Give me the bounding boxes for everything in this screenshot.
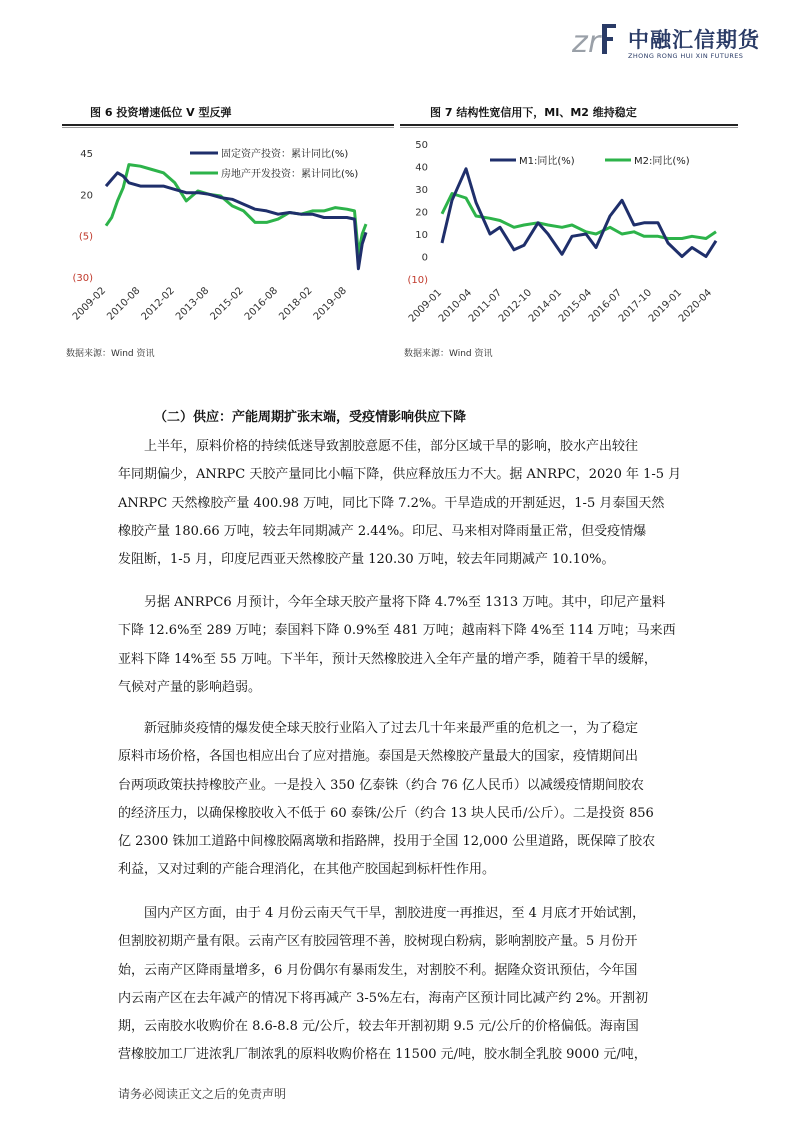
legend-label: M2:同比(%) [634,156,690,167]
figure-7-title: 图 7 结构性宽信用下，MI、M2 维持稳定 [430,106,637,119]
paragraph-1 [118,433,688,574]
paragraph-3 [118,715,688,885]
figure-6-title: 图 6 投资增速低位 V 型反弹 [90,106,232,119]
x-tick-label: 2012-10 [496,287,535,325]
paragraph-line: 亚料下降 14%至 55 万吨。下半年，预计天然橡胶进入全年产量的增产季，随着干旱的缓解， [118,651,657,667]
paragraph-4 [118,900,688,1070]
y-tick-label: 45 [80,149,93,160]
paragraph-line: 内云南产区在去年减产的情况下将再减产 3-5%左右，海南产区预计同比减产约 2%。开割初 [118,990,649,1006]
x-tick-label: 2012-02 [139,285,177,323]
figure-6-top-rule [62,124,394,126]
paragraph-line: 国内产区方面，由于 4 月份云南天气干旱，割胶进度一再推迟，至 4 月底才开始试割， [144,906,646,921]
disclaimer-footer: 请务必阅读正文之后的免责声明 [118,1087,287,1101]
y-tick-label: 0 [421,252,428,264]
paragraph-line: 台两项政策扶持橡胶产业。一是投入 350 亿泰铢（约合 76 亿人民币）以减缓疫情期间胶农 [118,777,644,793]
figure-7-source: 数据来源：Wind 资讯 [404,349,493,359]
x-tick-label: 2018-02 [277,285,315,323]
paragraph-line: 气候对产量的影响趋弱。 [118,679,262,695]
money-supply-chart [400,132,735,337]
paragraph-line: 年同期偏少，ANRPC 天胶产量同比小幅下降，供应释放压力不大。据 ANRPC，2020 年 1-5 月 [118,467,682,483]
x-tick-label: 2015-02 [208,285,246,323]
paragraph-line: 新冠肺炎疫情的爆发使全球天胶行业陷入了过去几十年来最严重的危机之一，为了稳定 [144,721,639,736]
x-tick-label: 2017-10 [616,287,655,325]
legend-label: 固定资产投资：累计同比(%) [221,149,349,160]
x-tick-label: 2014-01 [526,287,565,325]
paragraph-line: 始，云南产区降雨量增多，6 月份偶尔有暴雨发生，对割胶不利。据隆众资讯预估，今年国 [118,962,638,978]
figure-7-top-rule [400,124,738,126]
y-tick-label: (5) [78,231,93,243]
y-tick-label: 20 [80,190,93,202]
y-tick-label: (10) [407,275,428,286]
section-heading: （二）供应：产能周期扩张末端，受疫情影响供应下降 [154,410,467,425]
legend-label: 房地产开发投资：累计同比(%) [221,169,359,180]
paragraph-line: 期，云南胶水收购价在 8.6-8.8 元/公斤，较去年开割初期 9.5 元/公斤的价格偏低。海南国 [118,1019,639,1035]
series-line-1 [442,169,716,257]
x-tick-label: 2013-08 [174,285,212,323]
paragraph-line: 的经济压力，以确保橡胶收入不低于 60 泰铢/公斤（约合 13 块人民币/公斤）。二是投资 856 [118,805,654,821]
x-tick-label: 2010-08 [105,285,143,323]
x-tick-label: 2016-08 [242,285,281,323]
svg-text:r: r [588,25,601,58]
paragraph-line: 营橡胶加工厂进浓乳厂制浓乳的原料收购价格在 11500 元/吨，胶水制全乳胶 9000 元/吨， [118,1047,647,1063]
x-tick-label: 2009-02 [70,285,109,323]
y-tick-label: 10 [415,230,428,241]
paragraph-2 [118,589,688,702]
logo-chinese-name: 中融汇信期货 [628,28,760,52]
company-logo [572,18,772,66]
figure-6-sub-rule [62,127,394,128]
figure-6-source: 数据来源：Wind 资讯 [66,349,155,359]
paragraph-line: 发阻断，1-5 月，印度尼西亚天然橡胶产量 120.30 万吨，较去年同期减产 10.10%。 [118,552,615,568]
x-tick-label: 2019-01 [646,287,685,325]
figure-7-sub-rule [400,127,738,128]
paragraph-line: 上半年，原料价格的持续低迷导致割胶意愿不佳，部分区域干旱的影响，胶水产出较往 [144,439,639,454]
y-tick-label: 50 [415,140,428,151]
x-tick-label: 2010-04 [436,287,475,325]
paragraph-line: 另据 ANRPC6 月预计，今年全球天胶产量将下降 4.7%至 1313 万吨。其中，印尼产量料 [144,595,666,610]
y-tick-label: 20 [415,207,428,219]
y-tick-label: 40 [415,162,428,174]
x-tick-label: 2020-04 [676,287,715,325]
svg-text:z: z [572,25,588,58]
logo-mark-icon [572,22,620,58]
paragraph-line: 但割胶初期产量有限。云南产区有胶园管理不善，胶树现白粉病，影响割胶产量。5 月份开 [118,934,638,950]
x-tick-label: 2019-08 [311,285,350,323]
investment-growth-chart [62,132,392,337]
y-tick-label: (30) [72,273,93,284]
paragraph-line: 利益，又对过剩的产能合理消化，在其他产胶国起到标杆性作用。 [118,862,496,878]
y-tick-label: 30 [415,185,428,196]
legend-label: M1:同比(%) [519,156,575,167]
logo-english-name: ZHONG RONG HUI XIN FUTURES [628,52,744,60]
x-tick-label: 2016-07 [586,287,625,325]
series-line-1 [106,173,366,269]
paragraph-line: 原料市场价格，各国也相应出台了应对措施。泰国是天然橡胶产量最大的国家，疫情期间出 [118,749,639,765]
paragraph-line: 下降 12.6%至 289 万吨；泰国料下降 0.9%至 481 万吨；越南料下降 4%至 114 万吨；马来西 [118,623,676,639]
paragraph-line: 亿 2300 铢加工道路中间橡胶隔离墩和指路牌，投用于全国 12,000 公里道路，既保障了胶农 [118,834,656,850]
x-tick-label: 2011-07 [466,287,505,325]
x-tick-label: 2009-01 [406,287,445,325]
paragraph-line: ANRPC 天然橡胶产量 400.98 万吨，同比下降 7.2%。干旱造成的开割延迟，1-5 月泰国天然 [118,495,665,511]
x-tick-label: 2015-04 [556,287,595,325]
paragraph-line: 橡胶产量 180.66 万吨，较去年同期减产 2.44%。印尼、马来相对降雨量正常，但受疫情爆 [118,523,647,539]
